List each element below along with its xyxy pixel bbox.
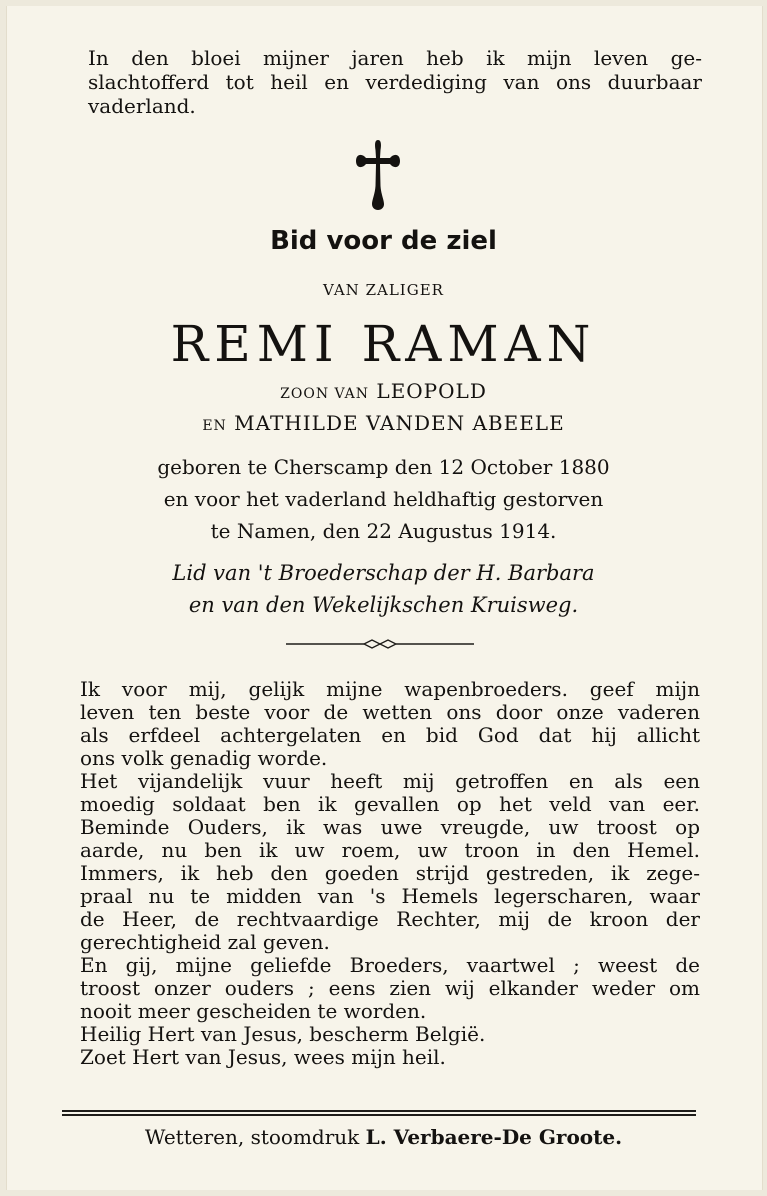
parents-line-2	[0, 410, 767, 439]
top-verse-line-1: In den bloei mijner jaren heb ik mijn leven ge-	[88, 46, 702, 70]
ornament-divider	[286, 636, 474, 652]
en-label: EN	[202, 418, 227, 434]
zoon-van-label: ZOON VAN	[280, 386, 370, 402]
printer-line	[0, 1124, 767, 1150]
bio-line-1: geboren te Cherscamp den 12 October 1880	[157, 455, 610, 479]
bio-line-3: te Namen, den 22 Augustus 1914.	[210, 519, 557, 543]
body-line-13: En gij, mijne geliefde Broeders, vaartwel ; weest de	[80, 953, 700, 977]
body-line-4: ons volk genadig worde.	[80, 746, 328, 770]
body-line-7: Beminde Ouders, ik was uwe vreugde, uw troost op	[80, 815, 700, 839]
top-verse-line-2: slachtofferd tot heil en verdediging van ons duurbaar	[88, 70, 702, 94]
body-line-6: moedig soldaat ben ik gevallen op het veld van eer.	[80, 792, 700, 816]
heading: Bid voor de ziel	[270, 226, 497, 256]
van-zaliger: VAN ZALIGER	[323, 281, 444, 299]
cross-icon	[354, 140, 402, 210]
membership-line-1: Lid van 't Broederschap der H. Barbara	[172, 561, 595, 585]
body-line-3: als erfdeel achtergelaten en bid God dat hij allicht	[80, 723, 700, 747]
body-line-14: troost onzer ouders ; eens zien wij elkander weder om	[80, 976, 700, 1000]
body-line-10: praal nu te midden van 's Hemels legerscharen, waar	[80, 884, 700, 908]
body-line-12: gerechtigheid zal geven.	[80, 930, 330, 954]
bio-line-2: en voor het vaderland heldhaftig gestorven	[163, 487, 604, 511]
body-line-16: Heilig Hert van Jesus, bescherm België.	[80, 1022, 486, 1046]
rule-top	[62, 1110, 696, 1112]
deceased-name: REMI RAMAN	[170, 315, 597, 373]
body-line-15: nooit meer gescheiden te worden.	[80, 999, 427, 1023]
rule-bottom	[62, 1114, 696, 1116]
body-line-9: Immers, ik heb den goeden strijd gestreden, ik zege-	[80, 861, 700, 885]
membership-line-2: en van den Wekelijkschen Kruisweg.	[188, 593, 579, 617]
body-line-11: de Heer, de rechtvaardige Rechter, mij de kroon der	[80, 907, 700, 931]
father-name: LEOPOLD	[376, 379, 487, 403]
printer-prefix: Wetteren, stoomdruk	[144, 1125, 360, 1149]
body-line-5: Het vijandelijk vuur heeft mij getroffen en als een	[80, 769, 700, 793]
printer-name: L. Verbaere-De Groote.	[365, 1125, 623, 1149]
mother-name: MATHILDE VANDEN ABEELE	[234, 411, 565, 435]
body-line-17: Zoet Hert van Jesus, wees mijn heil.	[80, 1045, 446, 1069]
parents-line-1	[0, 378, 767, 407]
body-line-8: aarde, nu ben ik uw roem, uw troon in den Hemel.	[80, 838, 700, 862]
top-verse-line-3: vaderland.	[88, 94, 196, 118]
body-line-2: leven ten beste voor de wetten ons door onze vaderen	[80, 700, 700, 724]
body-line-1: Ik voor mij, gelijk mijne wapenbroeders. geef mijn	[80, 677, 700, 701]
